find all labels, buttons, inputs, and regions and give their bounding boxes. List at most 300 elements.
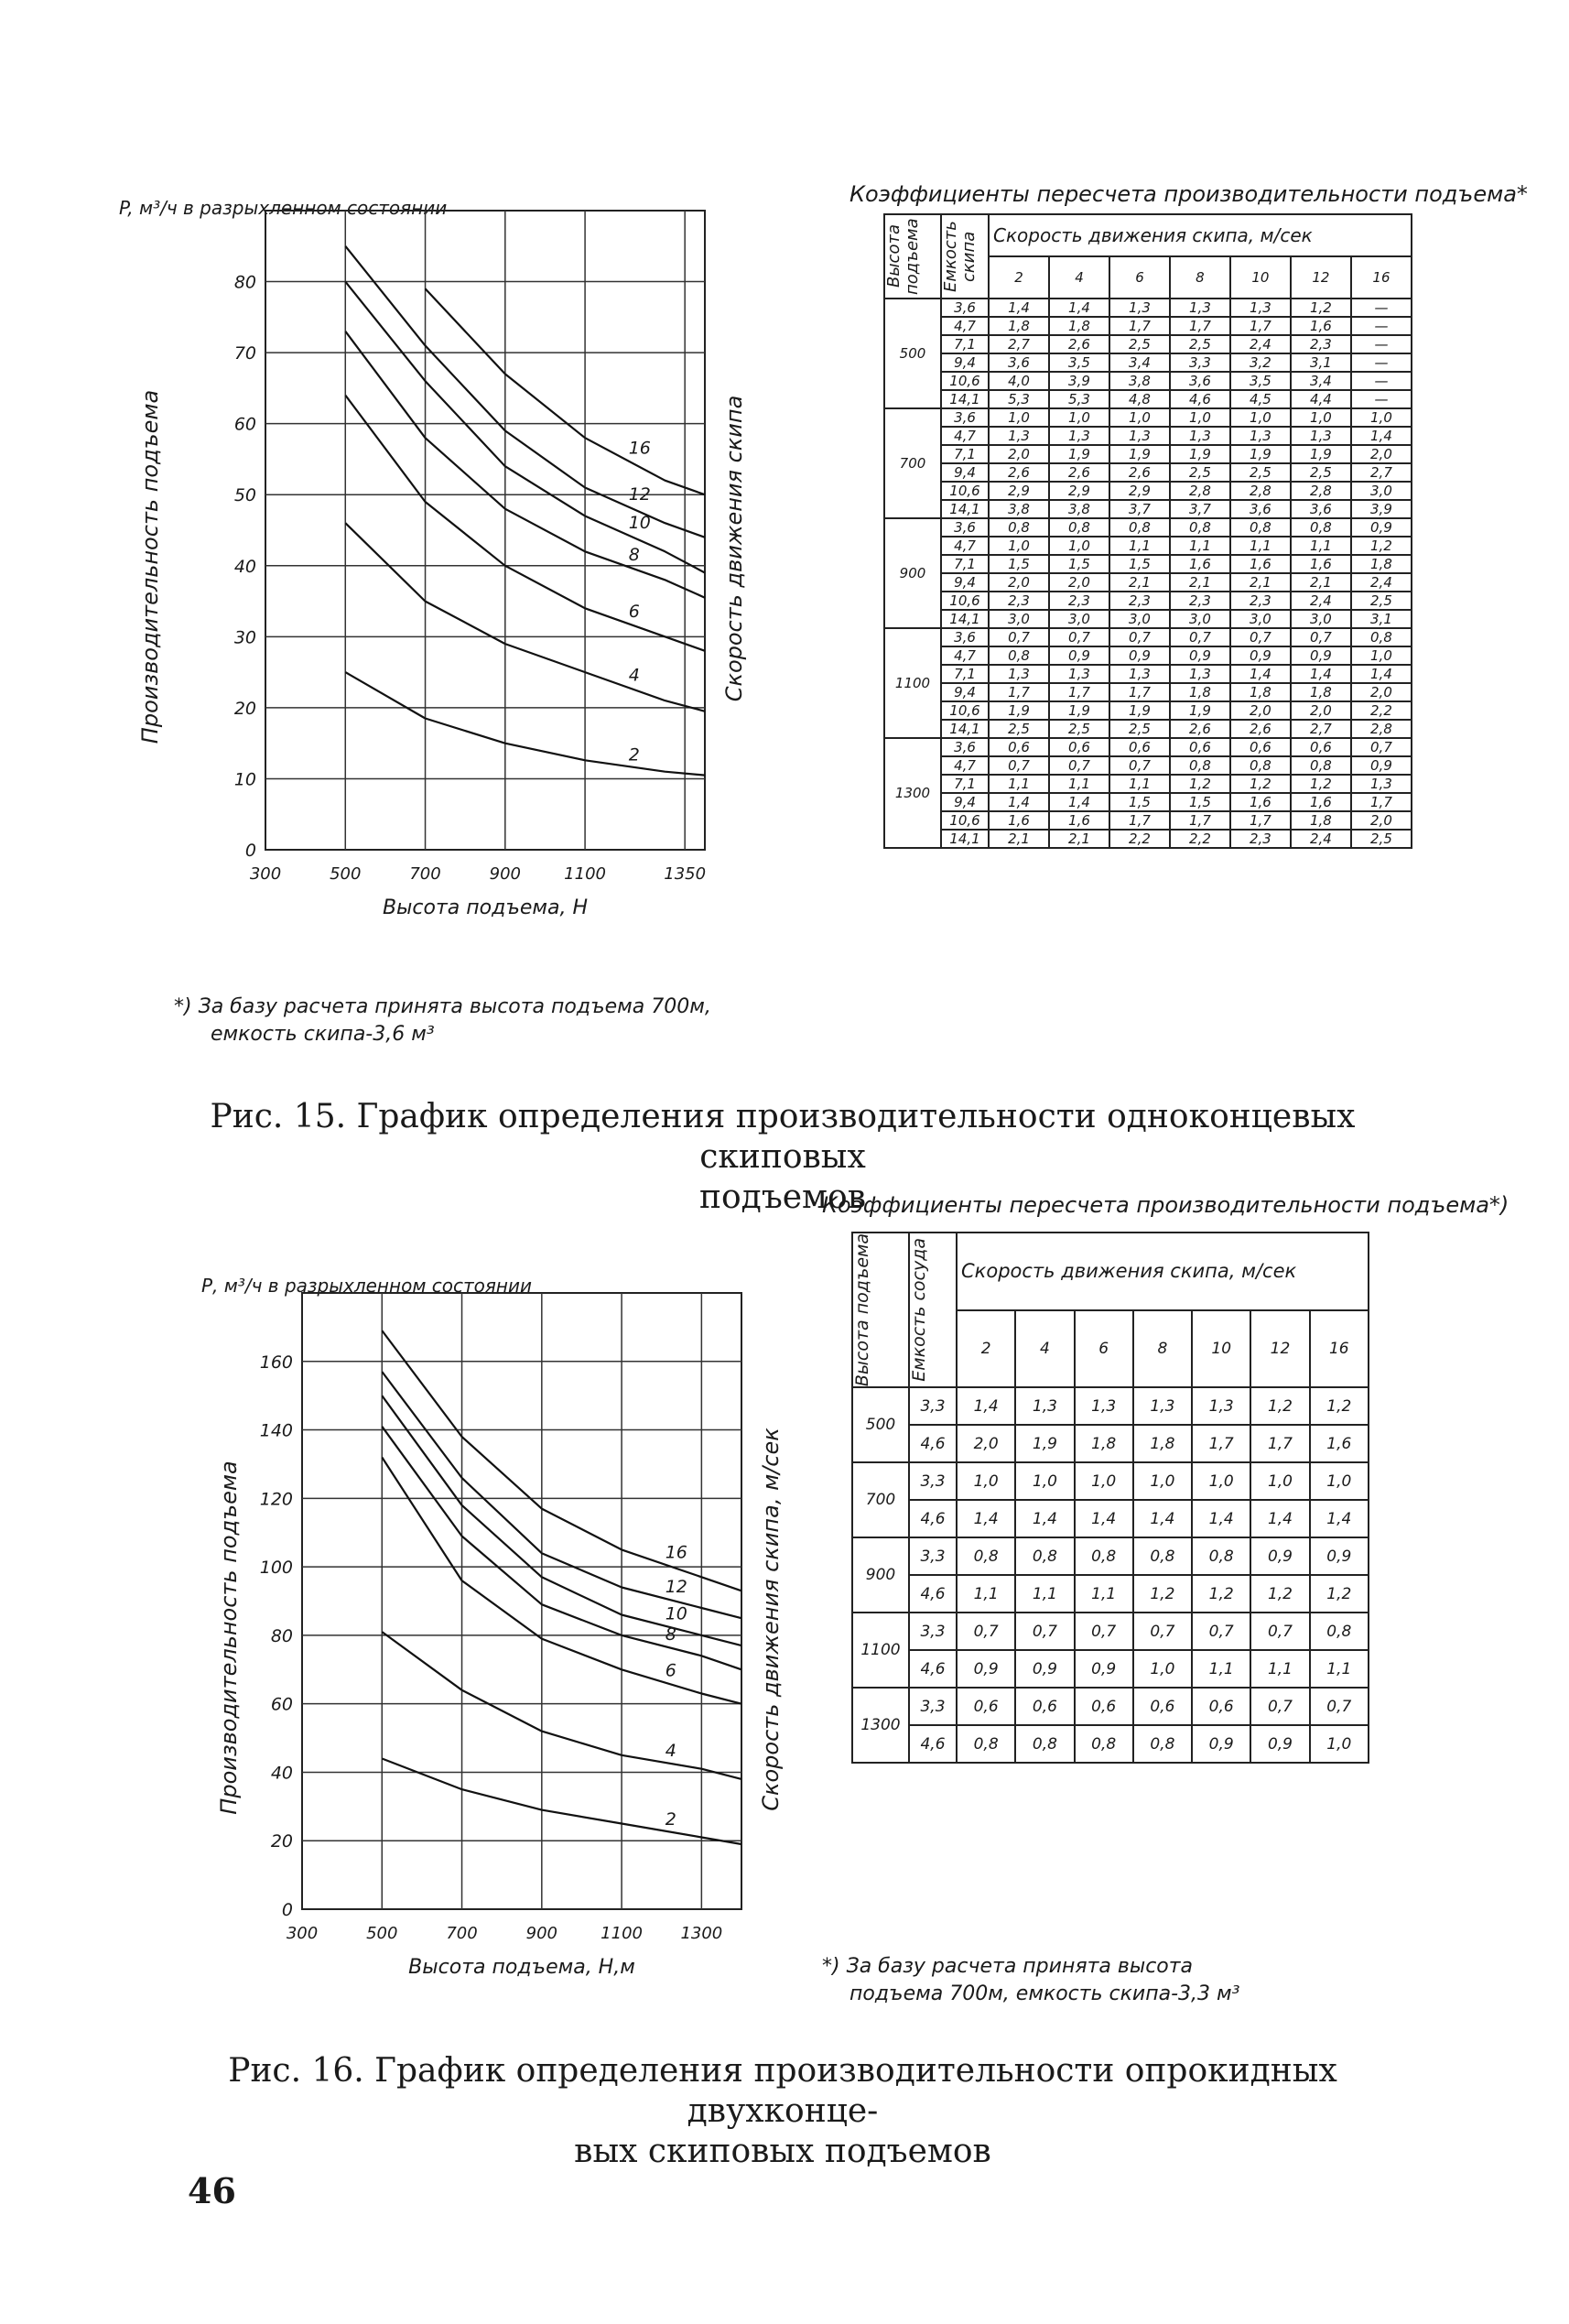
fig15-speed-4: 4 — [1049, 256, 1109, 299]
fig15-coef-cell: — — [1351, 390, 1412, 408]
fig15-coef-cell: 1,7 — [1109, 683, 1170, 701]
fig15-coef-cell: 1,8 — [989, 317, 1049, 335]
fig15-coef-cell: 1,6 — [1291, 793, 1351, 811]
fig15-coef-cell: 2,2 — [1351, 701, 1412, 720]
fig15-caption-line2: подъемов — [699, 1178, 866, 1216]
fig16-coef-cell: 1,6 — [1310, 1425, 1369, 1462]
fig15-coef-cell: 3,0 — [1109, 610, 1170, 628]
fig15-coef-cell: 1,3 — [1170, 427, 1230, 445]
fig15-coef-cell: 1,7 — [1170, 811, 1230, 830]
fig15-coef-cell: 1,2 — [1230, 775, 1291, 793]
fig15-coef-cell: 3,4 — [1291, 372, 1351, 390]
fig15-data-row — [884, 720, 1412, 738]
fig15-coef-cell: 2,6 — [1049, 463, 1109, 482]
fig15-coef-cell: — — [1351, 372, 1412, 390]
fig15-coef-cell: 1,0 — [1049, 537, 1109, 555]
fig16-caption-line2: вых скиповых подъемов — [574, 2133, 991, 2170]
fig15-coef-cell: 1,3 — [1109, 299, 1170, 317]
fig15-coef-cell: 3,0 — [989, 610, 1049, 628]
fig15-capacity-cell: 14,1 — [941, 830, 989, 848]
fig16-y-axis-title: Производительность подъема — [216, 1461, 242, 1815]
fig16-coef-cell: 1,3 — [1075, 1387, 1133, 1425]
fig15-curve-speed-2 — [345, 672, 705, 776]
fig16-coef-cell: 0,7 — [1250, 1688, 1309, 1725]
fig15-coef-cell: 1,9 — [1049, 445, 1109, 463]
fig15-header-speed: Скорость движения скипа, м/сек — [989, 214, 1412, 256]
fig15-coef-cell: 1,4 — [989, 299, 1049, 317]
fig15-coef-cell: 3,8 — [1049, 500, 1109, 518]
fig16-header-height — [852, 1233, 909, 1387]
fig16-coef-cell: 0,9 — [1250, 1725, 1309, 1763]
fig15-coef-cell: 1,9 — [1109, 445, 1170, 463]
fig15-coef-cell: 2,5 — [1291, 463, 1351, 482]
fig15-coef-cell: 1,0 — [1049, 408, 1109, 427]
fig15-coef-cell: 2,0 — [1351, 811, 1412, 830]
fig15-coef-cell: 2,1 — [1291, 573, 1351, 592]
fig15-capacity-cell: 4,7 — [941, 317, 989, 335]
fig16-coef-cell: 1,1 — [1075, 1575, 1133, 1613]
fig15-coef-cell: 3,0 — [1291, 610, 1351, 628]
fig15-y-tick-label: 0 — [244, 841, 256, 861]
fig15-capacity-cell: 4,7 — [941, 646, 989, 665]
fig15-coef-cell: 2,0 — [989, 573, 1049, 592]
fig16-coef-cell: 1,1 — [1310, 1650, 1369, 1688]
fig16-coef-cell: 1,7 — [1250, 1425, 1309, 1462]
fig15-coef-cell: 2,0 — [1230, 701, 1291, 720]
fig15-curve-label-8: 8 — [628, 544, 640, 565]
fig15-coef-cell: 3,6 — [989, 353, 1049, 372]
fig15-coef-cell: 1,4 — [1351, 427, 1412, 445]
fig15-height-cell: 700 — [884, 408, 941, 518]
fig15-coef-cell: 2,5 — [1230, 463, 1291, 482]
fig15-footnote-line2: емкость скипа-3,6 м³ — [211, 1023, 435, 1046]
fig16-x-tick-label: 500 — [366, 1924, 398, 1943]
fig15-x-axis-title: Высота подъема, Н — [382, 896, 589, 919]
fig15-speed-2: 2 — [989, 256, 1049, 299]
fig15-speed-12: 12 — [1291, 256, 1351, 299]
fig15-coef-cell: 2,5 — [1109, 720, 1170, 738]
fig15-coef-cell: 1,3 — [1351, 775, 1412, 793]
fig15-capacity-cell: 7,1 — [941, 555, 989, 573]
fig15-capacity-cell: 14,1 — [941, 610, 989, 628]
fig16-coef-cell: 1,8 — [1133, 1425, 1192, 1462]
fig15-capacity-cell: 10,6 — [941, 482, 989, 500]
fig15-chart — [137, 201, 778, 919]
fig15-coef-cell: 0,7 — [1049, 628, 1109, 646]
fig15-coef-cell: 1,2 — [1170, 775, 1230, 793]
fig15-coef-cell: 0,8 — [1170, 518, 1230, 537]
fig15-height-cell: 900 — [884, 518, 941, 628]
fig15-y-unit-label: P, м³/ч в разрыхленном состоянии — [119, 197, 448, 219]
fig15-coef-cell: 2,3 — [1170, 592, 1230, 610]
fig16-capacity-cell: 4,6 — [909, 1725, 957, 1763]
fig15-data-row — [884, 830, 1412, 848]
fig15-coef-cell: — — [1351, 317, 1412, 335]
fig15-capacity-cell: 9,4 — [941, 683, 989, 701]
fig16-footnote-line1: За базу расчета принята высота — [846, 1955, 1194, 1978]
fig15-coef-cell: 0,8 — [1109, 518, 1170, 537]
fig15-coef-cell: 1,6 — [1291, 555, 1351, 573]
fig15-coef-cell: 1,3 — [1230, 299, 1291, 317]
fig15-coef-cell: 1,1 — [1109, 537, 1170, 555]
fig16-coef-cell: 1,4 — [1075, 1500, 1133, 1537]
fig15-coef-cell: 2,0 — [1351, 683, 1412, 701]
fig15-coef-cell: 1,7 — [1351, 793, 1412, 811]
fig15-capacity-cell: 9,4 — [941, 573, 989, 592]
fig15-coef-cell: 0,7 — [989, 756, 1049, 775]
fig15-coef-cell: 1,1 — [1049, 775, 1109, 793]
fig15-data-row — [884, 372, 1412, 390]
fig16-x-tick-label: 1300 — [680, 1924, 723, 1943]
fig15-capacity-cell: 7,1 — [941, 665, 989, 683]
fig15-y-tick-label: 70 — [233, 343, 256, 364]
fig15-speed-10: 10 — [1230, 256, 1291, 299]
fig15-coef-cell: 3,3 — [1170, 353, 1230, 372]
fig15-coef-cell: 2,7 — [1291, 720, 1351, 738]
fig16-speed-4: 4 — [1015, 1310, 1074, 1388]
fig15-coef-cell: 2,9 — [1049, 482, 1109, 500]
fig15-coef-cell: 4,8 — [1109, 390, 1170, 408]
fig15-table-title: Коэффициенты пересчета производительности подъема* — [849, 181, 1528, 207]
fig15-coef-cell: 3,8 — [1109, 372, 1170, 390]
fig15-coef-cell: 0,9 — [1170, 646, 1230, 665]
fig15-data-row — [884, 353, 1412, 372]
fig16-curve-speed-4 — [382, 1632, 741, 1779]
fig16-curve-speed-16 — [382, 1330, 741, 1591]
fig15-coef-cell: 0,9 — [1291, 646, 1351, 665]
fig15-coef-cell: 1,3 — [1230, 427, 1291, 445]
fig15-coef-cell: 1,3 — [1291, 427, 1351, 445]
fig15-coef-cell: 1,7 — [1230, 317, 1291, 335]
fig16-x-tick-label: 900 — [525, 1924, 557, 1943]
fig15-caption-line1: Рис. 15. График определения производительности одноконцевых скиповых — [210, 1098, 1356, 1176]
fig16-x-tick-label: 300 — [286, 1924, 319, 1943]
fig16-data-row — [852, 1425, 1369, 1462]
fig15-height-cell: 500 — [884, 299, 941, 408]
fig15-capacity-cell: 3,6 — [941, 408, 989, 427]
fig15-coef-cell: 3,6 — [1230, 500, 1291, 518]
fig15-coef-cell: 2,7 — [1351, 463, 1412, 482]
fig15-coef-cell: 1,3 — [1049, 427, 1109, 445]
fig16-curve-label-16: 16 — [665, 1542, 687, 1563]
fig16-y-tick-label: 80 — [270, 1625, 293, 1646]
fig15-capacity-cell: 3,6 — [941, 628, 989, 646]
fig15-capacity-cell: 10,6 — [941, 811, 989, 830]
fig15-y-tick-label: 50 — [233, 485, 256, 506]
fig15-data-row — [884, 701, 1412, 720]
fig15-coef-cell: 1,6 — [1230, 555, 1291, 573]
fig16-coef-cell: 1,4 — [957, 1387, 1015, 1425]
fig15-coef-cell: 1,9 — [1049, 701, 1109, 720]
fig16-curve-label-2: 2 — [665, 1809, 676, 1830]
fig15-y-tick-label: 20 — [233, 698, 256, 719]
fig16-coef-cell: 1,2 — [1133, 1575, 1192, 1613]
fig16-coef-cell: 1,0 — [1133, 1650, 1192, 1688]
fig15-coef-cell: 1,7 — [1049, 683, 1109, 701]
fig15-data-row — [884, 427, 1412, 445]
fig16-coef-cell: 0,7 — [1192, 1613, 1250, 1650]
fig15-coef-cell: 1,7 — [1170, 317, 1230, 335]
fig15-coef-cell: 1,0 — [1291, 408, 1351, 427]
fig15-coef-cell: 2,5 — [1351, 830, 1412, 848]
fig15-coef-cell: 0,7 — [1170, 628, 1230, 646]
fig16-y-tick-label: 120 — [259, 1489, 293, 1510]
fig16-curve-label-12: 12 — [665, 1576, 687, 1597]
fig15-coef-cell: 1,0 — [1170, 408, 1230, 427]
fig16-curve-speed-12 — [382, 1372, 741, 1618]
fig15-coef-cell: 2,3 — [1049, 592, 1109, 610]
fig16-coef-cell: 1,4 — [1192, 1500, 1250, 1537]
fig16-speed-12: 12 — [1250, 1310, 1309, 1388]
fig16-table-title: Коэффициенты пересчета производительности подъема*) — [822, 1192, 1509, 1218]
fig15-curve-label-2: 2 — [628, 744, 640, 766]
fig15-coef-cell: 2,5 — [1170, 335, 1230, 353]
fig16-coef-cell: 0,9 — [1015, 1650, 1074, 1688]
fig15-capacity-cell: 4,7 — [941, 537, 989, 555]
fig15-header-row — [884, 214, 1412, 256]
fig15-data-row — [884, 408, 1412, 427]
fig15-coef-cell: — — [1351, 353, 1412, 372]
fig16-curve-speed-6 — [382, 1458, 741, 1704]
fig15-y-tick-label: 10 — [233, 769, 256, 790]
fig15-coef-cell: 1,6 — [989, 811, 1049, 830]
fig16-coef-cell: 0,8 — [1075, 1725, 1133, 1763]
fig15-footnote — [174, 994, 711, 1048]
fig16-curve-label-8: 8 — [665, 1624, 676, 1645]
fig16-curve-speed-2 — [382, 1759, 741, 1845]
fig16-curve-label-6: 6 — [665, 1660, 676, 1681]
fig16-data-row — [852, 1725, 1369, 1763]
fig15-coef-cell: 0,6 — [989, 738, 1049, 756]
fig15-y-tick-label: 80 — [233, 272, 256, 293]
fig16-height-cell: 500 — [852, 1387, 909, 1462]
fig15-data-row — [884, 738, 1412, 756]
fig15-data-row — [884, 811, 1412, 830]
fig16-coef-cell: 1,8 — [1075, 1425, 1133, 1462]
fig15-capacity-cell: 4,7 — [941, 756, 989, 775]
fig16-capacity-cell: 3,3 — [909, 1688, 957, 1725]
fig16-coef-cell: 1,0 — [1133, 1462, 1192, 1500]
fig16-coef-cell: 0,8 — [1133, 1537, 1192, 1575]
fig15-curve-speed-6 — [345, 396, 705, 651]
fig15-capacity-cell: 10,6 — [941, 372, 989, 390]
fig15-coef-cell: 1,2 — [1291, 775, 1351, 793]
fig15-coef-cell: — — [1351, 299, 1412, 317]
fig16-coef-cell: 0,6 — [1133, 1688, 1192, 1725]
fig16-coef-cell: 1,4 — [1310, 1500, 1369, 1537]
fig15-data-row — [884, 317, 1412, 335]
fig16-capacity-cell: 4,6 — [909, 1500, 957, 1537]
fig16-coef-cell: 1,0 — [957, 1462, 1015, 1500]
fig15-coef-cell: 5,3 — [1049, 390, 1109, 408]
fig15-coef-cell: 1,4 — [1049, 793, 1109, 811]
fig15-coef-cell: 2,2 — [1170, 830, 1230, 848]
fig15-coef-cell: 0,8 — [1230, 756, 1291, 775]
fig15-coef-cell: 1,6 — [1230, 793, 1291, 811]
fig16-height-cell: 1100 — [852, 1613, 909, 1688]
fig15-capacity-cell: 3,6 — [941, 518, 989, 537]
fig15-coef-cell: 2,4 — [1291, 830, 1351, 848]
fig15-coef-cell: 1,3 — [1170, 665, 1230, 683]
fig15-data-row — [884, 610, 1412, 628]
fig15-coef-cell: 1,1 — [1230, 537, 1291, 555]
fig16-chart — [216, 1282, 824, 1996]
fig15-y-tick-label: 30 — [233, 627, 256, 648]
fig16-x-tick-label: 700 — [446, 1924, 478, 1943]
fig15-coef-cell: 1,7 — [1109, 317, 1170, 335]
fig15-coef-cell: 1,4 — [1230, 665, 1291, 683]
fig16-coef-cell: 0,9 — [1250, 1537, 1309, 1575]
fig16-coef-cell: 1,7 — [1192, 1425, 1250, 1462]
fig16-y-tick-label: 0 — [281, 1900, 293, 1920]
fig16-coef-cell: 1,0 — [1250, 1462, 1309, 1500]
fig16-coef-cell: 1,2 — [1250, 1575, 1309, 1613]
fig16-y-tick-label: 40 — [270, 1763, 293, 1784]
fig15-coef-cell: 3,1 — [1351, 610, 1412, 628]
fig16-coef-cell: 1,9 — [1015, 1425, 1074, 1462]
fig15-coef-cell: 0,9 — [1049, 646, 1109, 665]
fig15-coef-cell: 1,8 — [1291, 683, 1351, 701]
fig15-coef-cell: 3,4 — [1109, 353, 1170, 372]
fig15-curve-speed-4 — [345, 523, 705, 711]
fig15-capacity-cell: 9,4 — [941, 463, 989, 482]
fig15-coef-cell: 0,8 — [989, 518, 1049, 537]
fig15-coefficient-table — [883, 213, 1412, 849]
fig16-y-tick-label: 20 — [270, 1831, 293, 1852]
fig15-x-tick-label: 1100 — [564, 864, 606, 884]
fig16-coef-cell: 1,2 — [1310, 1387, 1369, 1425]
fig15-coef-cell: 2,3 — [1230, 830, 1291, 848]
fig15-coef-cell: 2,1 — [989, 830, 1049, 848]
fig15-data-row — [884, 573, 1412, 592]
fig15-data-row — [884, 500, 1412, 518]
fig15-coef-cell: 4,4 — [1291, 390, 1351, 408]
fig15-coef-cell: 0,9 — [1109, 646, 1170, 665]
fig16-height-cell: 1300 — [852, 1688, 909, 1763]
fig16-coef-cell: 1,0 — [1075, 1462, 1133, 1500]
fig15-capacity-cell: 3,6 — [941, 738, 989, 756]
fig15-x-tick-label: 500 — [330, 864, 362, 884]
fig15-coef-cell: 3,0 — [1170, 610, 1230, 628]
fig15-header-capacity-text: Емкость скипа — [941, 221, 979, 292]
fig15-coef-cell: 1,8 — [1170, 683, 1230, 701]
fig15-coef-cell: 0,6 — [1291, 738, 1351, 756]
fig15-y-tick-label: 40 — [233, 556, 256, 577]
fig16-data-row — [852, 1387, 1369, 1425]
fig15-coef-cell: 0,8 — [1291, 756, 1351, 775]
fig15-coef-cell: 1,7 — [989, 683, 1049, 701]
fig15-header-height — [884, 214, 941, 299]
fig16-curve-label-4: 4 — [665, 1741, 676, 1762]
fig15-coef-cell: 1,4 — [1291, 665, 1351, 683]
fig15-coef-cell: 1,7 — [1230, 811, 1291, 830]
fig15-coef-cell: 2,3 — [1230, 592, 1291, 610]
fig15-coef-cell: 1,7 — [1109, 811, 1170, 830]
fig16-data-row — [852, 1462, 1369, 1500]
fig15-x-tick-label: 1350 — [664, 864, 707, 884]
fig15-capacity-cell: 9,4 — [941, 793, 989, 811]
fig16-coef-cell: 0,8 — [957, 1537, 1015, 1575]
fig15-coef-cell: 3,5 — [1230, 372, 1291, 390]
fig15-capacity-cell: 7,1 — [941, 335, 989, 353]
fig16-coef-cell: 1,2 — [1250, 1387, 1309, 1425]
fig15-coef-cell: 4,6 — [1170, 390, 1230, 408]
fig15-data-row — [884, 646, 1412, 665]
fig15-coef-cell: 1,5 — [1049, 555, 1109, 573]
fig15-coef-cell: 1,0 — [1109, 408, 1170, 427]
fig15-data-row — [884, 299, 1412, 317]
fig16-capacity-cell: 3,3 — [909, 1462, 957, 1500]
fig15-coef-cell: 1,0 — [989, 408, 1049, 427]
fig16-curve-label-10: 10 — [665, 1603, 687, 1624]
fig15-coef-cell: 1,3 — [989, 665, 1049, 683]
fig15-coef-cell: 1,9 — [989, 701, 1049, 720]
fig16-coef-cell: 2,0 — [957, 1425, 1015, 1462]
fig15-capacity-cell: 7,1 — [941, 775, 989, 793]
fig16-coef-cell: 0,7 — [1310, 1688, 1369, 1725]
fig15-coef-cell: 2,8 — [1291, 482, 1351, 500]
fig15-data-row — [884, 390, 1412, 408]
fig15-data-row — [884, 482, 1412, 500]
fig16-coef-cell: 1,2 — [1310, 1575, 1369, 1613]
fig15-coef-cell: 2,0 — [1049, 573, 1109, 592]
fig15-coef-cell: 0,8 — [1230, 518, 1291, 537]
fig15-data-row — [884, 628, 1412, 646]
fig16-footnote-mark: *) — [822, 1955, 840, 1978]
fig15-coef-cell: 1,6 — [1049, 811, 1109, 830]
fig15-coef-cell: 3,7 — [1170, 500, 1230, 518]
fig15-curve-label-12: 12 — [628, 483, 651, 505]
fig16-coef-cell: 1,4 — [1133, 1500, 1192, 1537]
fig15-coef-cell: 2,1 — [1109, 573, 1170, 592]
fig15-coef-cell: 3,8 — [989, 500, 1049, 518]
fig16-coef-cell: 0,8 — [1133, 1725, 1192, 1763]
fig16-capacity-cell: 3,3 — [909, 1537, 957, 1575]
fig15-data-row — [884, 683, 1412, 701]
fig15-coef-cell: 3,0 — [1351, 482, 1412, 500]
fig16-coef-cell: 0,7 — [1250, 1613, 1309, 1650]
fig15-coef-cell: 3,1 — [1291, 353, 1351, 372]
fig15-data-row — [884, 537, 1412, 555]
fig16-coef-cell: 0,7 — [957, 1613, 1015, 1650]
fig15-coef-cell: 2,1 — [1230, 573, 1291, 592]
fig15-speed-6: 6 — [1109, 256, 1170, 299]
fig16-y-unit-label: Р, м³/ч в разрыхленном состоянии — [201, 1275, 532, 1297]
fig16-data-row — [852, 1613, 1369, 1650]
fig16-data-row — [852, 1500, 1369, 1537]
fig16-data-row — [852, 1575, 1369, 1613]
fig16-capacity-cell: 4,6 — [909, 1575, 957, 1613]
fig15-coef-cell: 1,5 — [989, 555, 1049, 573]
fig15-coef-cell: 0,8 — [989, 646, 1049, 665]
fig15-coef-cell: 2,5 — [989, 720, 1049, 738]
fig15-data-row — [884, 592, 1412, 610]
fig16-coef-cell: 1,3 — [1192, 1387, 1250, 1425]
fig15-coef-cell: 4,5 — [1230, 390, 1291, 408]
fig15-coef-cell: 1,0 — [1351, 646, 1412, 665]
fig15-coef-cell: 1,8 — [1049, 317, 1109, 335]
fig15-coef-cell: 0,7 — [1109, 756, 1170, 775]
fig15-coef-cell: 1,8 — [1351, 555, 1412, 573]
fig15-coef-cell: 3,7 — [1109, 500, 1170, 518]
fig15-curve-label-16: 16 — [628, 438, 651, 459]
fig15-capacity-cell: 4,7 — [941, 427, 989, 445]
fig15-coef-cell: 2,2 — [1109, 830, 1170, 848]
fig15-coef-cell: 2,4 — [1230, 335, 1291, 353]
fig16-coef-cell: 0,8 — [1310, 1613, 1369, 1650]
fig15-data-row — [884, 793, 1412, 811]
fig15-coef-cell: 1,9 — [1170, 445, 1230, 463]
